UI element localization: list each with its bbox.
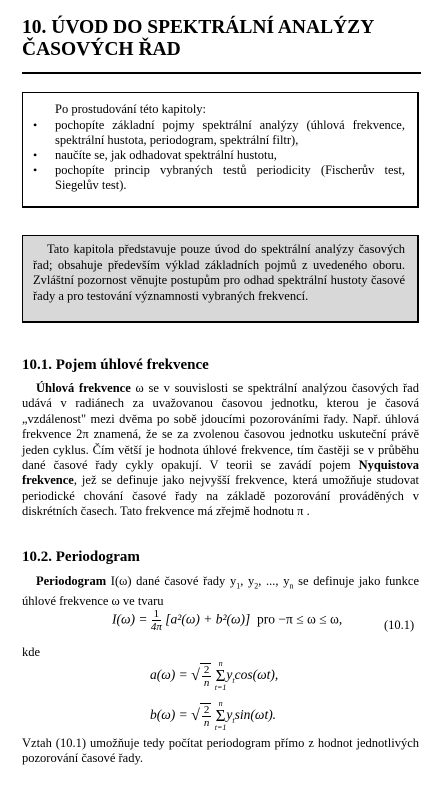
note-box xyxy=(22,235,419,323)
a-tail: cos(ωt), xyxy=(234,667,279,683)
paragraph-text: se definuje jako funkce úhlové frekvence ω ve tvaru xyxy=(22,574,420,608)
sqrt-num: 2 xyxy=(203,704,210,716)
sum-top: n xyxy=(218,699,223,708)
term: Nyquistova frekvence xyxy=(22,458,419,488)
a-body: y xyxy=(226,667,233,683)
subscript: t xyxy=(232,675,235,685)
goals-item: • pochopíte princip vybraných testů periodicity (Fischerův test, Siegelův test). xyxy=(31,163,405,193)
b-lhs: b(ω) = xyxy=(150,707,188,723)
eq-fraction xyxy=(151,608,162,633)
section-paragraph: Vztah (10.1) umožňuje tedy počítat periodogram přímo z hodnot jednotlivých pozorování časové řady. xyxy=(22,736,419,766)
note-text: Tato kapitola představuje pouze úvod do spektrální analýzy časových řad; obsahuje především výklad základních pojmů z uvedeného oboru. Zvláštní pozornost věnujte postupům pro odhad spektrální hustoty časové řady a pro testování významnosti vybraných frekvencí. xyxy=(33,242,405,303)
chapter-title-line1: 10. ÚVOD DO SPEKTRÁLNÍ ANALÝZY xyxy=(22,17,375,38)
subscript: 1 xyxy=(236,581,241,591)
equation-b: b(ω) = √ $\frac{2}{n}$ n Σ t=1 $y_t\sin(\omega t)$. xyxy=(150,699,277,732)
a-lhs: a(ω) = xyxy=(150,667,188,683)
sum-top: n xyxy=(218,659,223,668)
equation-a: a(ω) = √ $\frac{2}{n}$ n Σ t=1 $y_t\cos(\omega t)$, xyxy=(150,659,279,692)
b-tail: sin(ωt). xyxy=(234,707,277,723)
section-paragraph xyxy=(22,574,419,609)
b-body: y xyxy=(226,707,233,723)
equation-number: (10.1) xyxy=(384,618,415,632)
goals-intro: Po prostudování této kapitoly: xyxy=(55,102,207,116)
eq-body: [a²(ω) + b²(ω)] xyxy=(165,611,251,627)
sqrt-den: n xyxy=(203,677,210,689)
paragraph-text: , jež se definuje jako nejvyšší frekvence, která umožňuje studovat periodické chování časové řady na základě pozorování prováděných v diskrétních časech. Tato frekvence má zřejmě hodnotu π . xyxy=(22,473,419,519)
sum-bottom: t=1 xyxy=(214,683,227,692)
sqrt-num: 2 xyxy=(203,664,210,676)
sqrt xyxy=(200,703,212,729)
eq-lhs: I(ω) = xyxy=(112,611,148,627)
subscript: n xyxy=(289,581,294,591)
paragraph-text: I(ω) dané časové řady y xyxy=(106,574,237,588)
subscript: t xyxy=(232,715,235,725)
chapter-title-line2: ČASOVÝCH ŘAD xyxy=(22,39,181,60)
goals-item: • pochopíte základní pojmy spektrální analýzy (úhlová frekvence, spektrální hustota, periodogram, spektrální filtr), xyxy=(31,118,405,148)
section-heading: 10.1. Pojem úhlové frekvence xyxy=(22,357,209,373)
goals-box xyxy=(22,92,419,208)
section-paragraph xyxy=(22,381,419,520)
title-rule xyxy=(22,72,421,74)
term: Úhlová frekvence xyxy=(36,381,131,395)
section-heading: 10.2. Periodogram xyxy=(22,549,140,565)
paragraph-text: ω se v souvislosti se spektrální analýzou časových řad udává v radiánech za uvažovanou časovou jednotku, kterou je časová „vzdálenost" mezi dvěma po sobě jdoucími pozorováními řady. Např. úhlová frekvence 2π znamená, že se za zvolenou časovou jednotku uskuteční právě jeden cyklus. Čím větší je hodnota úhlové frekvence, tím častěji se v průběhu dané časové řady cykly opakují. V teorii se zavádí pojem xyxy=(22,381,419,473)
sqrt-den: n xyxy=(203,717,210,729)
paragraph-text: , ..., y xyxy=(258,574,290,588)
goals-item: • naučíte se, jak odhadovat spektrální hustotu, xyxy=(31,148,405,163)
eq-range: pro −π ≤ ω ≤ ω, xyxy=(257,611,343,627)
sum-symbol: n Σ t=1 xyxy=(214,699,227,732)
sum-bottom: t=1 xyxy=(214,723,227,732)
subscript: 2 xyxy=(254,581,259,591)
chapter-title xyxy=(22,17,402,61)
sqrt xyxy=(200,663,212,689)
term: Periodogram xyxy=(36,574,107,588)
equation-10-1 xyxy=(112,608,342,633)
goals-list xyxy=(31,118,405,193)
frac-num: 1 xyxy=(153,608,160,620)
frac-den: 4π xyxy=(150,621,162,633)
sum-symbol: n Σ t=1 xyxy=(214,659,227,692)
kde-label: kde xyxy=(22,645,41,659)
paragraph-text: , y xyxy=(240,574,255,588)
